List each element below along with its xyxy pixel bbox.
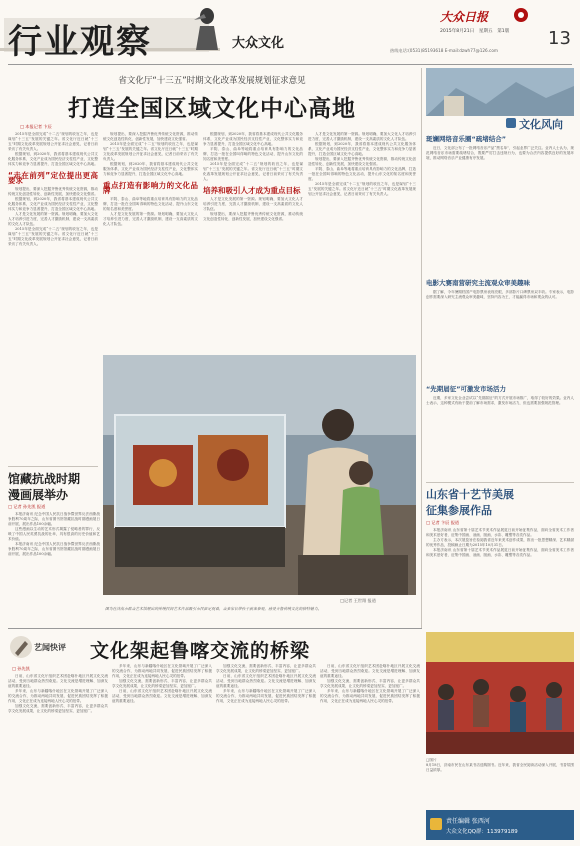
museum-headline-1: 馆藏抗战时期 xyxy=(8,472,81,486)
lead-paragraph: 根据规划，到2020年，我省将基本建成现代公共文化服务体系，文化产业成为国民经济支柱性产业，文化整体实力和竞争力显著提升，打造全国区域文化中心高地。 xyxy=(8,197,98,211)
lead-paragraph: 根据规划，到2020年，我省将基本建成现代公共文化服务体系，文化产业成为国民经济支柱性产业，文化整体实力和竞争力显著提升，打造全国区域文化中心高地。 xyxy=(203,132,303,146)
bottom-paragraph: 加强文化交流，需要创新形式、丰富内容，让更多群众共享文化发展成果，让文化的桥梁更加坚实、更加宽广。 xyxy=(8,704,108,713)
bottom-paragraph: 多年来，山东与新疆喀什地区在文化领域开展了广泛深入的交流合作，为推动两地共同发展、促进民族团结发挥了积极作用，文化正在成为连接两地人民心灵的纽带。 xyxy=(112,664,212,678)
section-title: 行业观察 xyxy=(8,22,152,62)
museum-story xyxy=(8,470,100,620)
festival-body xyxy=(426,528,574,628)
photo-caption: 图为在济南市群众艺术馆展出的传统民间艺术作品吸引市民驻足观看，众多家长带孩子前来参观，感受齐鲁传统文化的独特魅力。 xyxy=(105,606,322,611)
sidebar-item-body: 近日，文化部公布了一批网络音乐产品“黑名单”，引起业界广泛关注。业内人士认为，规范网络音乐市场需要疏堵结合，既要严厉打击违规行为，也要为合法内容提供良好的发展环境，推动网络音乐产业健康有序发展。 xyxy=(426,146,574,160)
sidebar-column-icon xyxy=(506,118,516,128)
exhibition-photo xyxy=(103,355,416,595)
lead-paragraph: 规划提出，要深入挖掘齐鲁优秀传统文化资源，推动传统文化创造性转化、创新性发展，加快建设文化强省。 xyxy=(103,132,198,141)
bookstore-photo xyxy=(426,632,574,754)
footer-contact: 大众文化QQ群：113979189 xyxy=(446,829,518,835)
photo-credit: □记者 王世翔 报道 xyxy=(340,598,376,603)
lead-paragraph: 根据规划，到2020年，我省将基本建成现代公共文化服务体系，文化产业成为国民经济支柱性产业，文化整体实力和竞争力显著提升，打造全国区域文化中心高地。 xyxy=(103,162,198,176)
bottom-paragraph: 加强文化交流，需要创新形式、丰富内容，让更多群众共享文化发展成果，让文化的桥梁更加坚实、更加宽广。 xyxy=(320,679,420,688)
lead-subhead-3: 培养和吸引人才成为重点目标 xyxy=(203,186,301,195)
footer-badge-icon xyxy=(430,818,442,830)
sidebar-divider xyxy=(421,68,422,628)
bottom-paragraph: 多年来，山东与新疆喀什地区在文化领域开展了广泛深入的交流合作，为推动两地共同发展、促进民族团结发挥了积极作用，文化正在成为连接两地人民心灵的纽带。 xyxy=(320,689,420,703)
lead-paragraph: 人才是文化发展的第一资源。规划明确，要加大文化人才培养引进力度，完善人才激励机制，建设一支高素质的文化人才队伍。 xyxy=(203,197,303,211)
bottom-paragraph: 日前，山东省文化厅组织艺术团赴喀什地区开展文化交流活动，受到当地群众热烈欢迎。文化交流是增进理解、加深友谊的重要途径。 xyxy=(216,674,316,688)
lead-paragraph: 规划提出，要深入挖掘齐鲁优秀传统文化资源，推动传统文化创造性转化、创新性发展，加快建设文化强省。 xyxy=(308,157,416,166)
sidebar-item-title: 电影大赛南营研究主流观众审美趣味 xyxy=(426,279,530,287)
lead-paragraph: 2015年是全面完成“十二五”规划的收官之年，也是谋划“十三五”发展的关键之年。省文化厅近日就“十三五”时期文化改革发展规划公开征求社会意见，记者日前采访了有关负责人。 xyxy=(8,227,98,246)
sidebar-item-title: “先期届征”可激发市场活力 xyxy=(426,385,507,393)
festival-headline-1: 山东省十艺节美展 xyxy=(426,488,514,501)
lead-paragraph: 2015年是全面完成“十二五”规划的收官之年，也是谋划“十三五”发展的关键之年。省文化厅近日就“十三五”时期文化改革发展规划公开征求社会意见，记者日前采访了有关负责人。 xyxy=(203,162,303,181)
sidebar-item-body: 据了解，今年暑期档国产电影票房表现亮眼，多部影片口碑票房双丰收。专家表示，电影创作需要深入研究主流观众审美趣味，坚持内容为王，才能赢得市场和观众的认可。 xyxy=(426,290,574,299)
lead-paragraph: 规划提出，要深入挖掘齐鲁优秀传统文化资源，推动传统文化创造性转化、创新性发展，加快建设文化强省。 xyxy=(203,212,303,221)
pen-column-icon xyxy=(8,634,34,660)
date-line: 2015年8月21日 星期五 第1版 xyxy=(440,29,510,34)
lead-paragraph: 人才是文化发展的第一资源。规划明确，要加大文化人才培养引进力度，完善人才激励机制，建设一支高素质的文化人才队伍。 xyxy=(308,132,416,141)
sidebar-item-title: 斑斓网络音乐圈“疏堵结合” xyxy=(426,135,507,143)
mascot-figure-icon xyxy=(192,6,222,50)
masthead xyxy=(0,0,580,64)
sidebar-item-3 xyxy=(426,384,574,474)
lead-byline: □ 本报记者 卞辰 xyxy=(20,124,52,129)
sidebar-item-1 xyxy=(426,134,574,274)
lead-col-3 xyxy=(203,132,303,354)
museum-paragraph: 本报济南讯 纪念中国人民抗日战争暨世界反法西斯战争胜利70周年之际，山东省图书馆馆藏抗战时期漫画展日前开展，展出作品100余幅。 xyxy=(8,512,100,526)
bottom-paragraph: 多年来，山东与新疆喀什地区在文化领域开展了广泛深入的交流合作，为推动两地共同发展、促进民族团结发挥了积极作用，文化正在成为连接两地人民心灵的纽带。 xyxy=(216,689,316,703)
lead-paragraph: 平阴、泰山、曲阜等地将重点培育具有影响力的文化品牌，打造一批在全国叫得响的特色文化活动，提升山东文化的知名度和美誉度。 xyxy=(103,197,198,211)
sidebar xyxy=(426,68,574,628)
bottom-byline: □ 孙先凯 xyxy=(12,666,30,671)
lead-col-2 xyxy=(103,132,198,354)
bottom-paragraph: 日前，山东省文化厅组织艺术团赴喀什地区开展文化交流活动，受到当地群众热烈欢迎。文化交流是增进理解、加深友谊的重要途径。 xyxy=(320,664,420,678)
festival-paragraph: 主办方表示，本次展览旨在检阅我省近年来美术创作成果，推出一批思想精深、艺术精湛的优秀作品，投稿截止日期为2015年10月31日。 xyxy=(426,538,574,547)
lead-paragraph: 根据规划，到2020年，我省将基本建成现代公共文化服务体系，文化产业成为国民经济支柱性产业，文化整体实力和竞争力显著提升，打造全国区域文化中心高地。 xyxy=(308,142,416,156)
lead-paragraph: 平阴、泰山、曲阜等地将重点培育具有影响力的文化品牌，打造一批在全国叫得响的特色文化活动，提升山东文化的知名度和美誉度。 xyxy=(308,167,416,181)
lead-paragraph: 人才是文化发展的第一资源。规划明确，要加大文化人才培养引进力度，完善人才激励机制，建设一支高素质的文化人才队伍。 xyxy=(103,212,198,226)
museum-headline-2: 漫画展举办 xyxy=(8,488,69,502)
festival-byline: □ 记者 卞辰 报道 xyxy=(426,520,460,525)
bottom-rule xyxy=(8,628,422,629)
bottom-paragraph: 日前，山东省文化厅组织艺术团赴喀什地区开展文化交流活动，受到当地群众热烈欢迎。文化交流是增进理解、加深友谊的重要途径。 xyxy=(8,674,108,688)
paper-name-logo: 大众日报 xyxy=(440,10,489,24)
lead-paragraph: 人才是文化发展的第一资源。规划明确，要加大文化人才培养引进力度，完善人才激励机制，建设一支高素质的文化人才队伍。 xyxy=(8,212,98,226)
bookstore-caption: □图片 8月18日，济南市民在山东某书店选购图书。近年来，我省全民阅读活动深入开展，书香氛围日益浓厚。 xyxy=(426,758,574,772)
footer-box xyxy=(426,810,574,840)
lead-paragraph: 平阴、泰山、曲阜等地将重点培育具有影响力的文化品牌，打造一批在全国叫得响的特色文化活动，提升山东文化的知名度和美誉度。 xyxy=(203,147,303,161)
bottom-headline: 文化架起鲁喀交流的桥梁 xyxy=(90,640,311,662)
lead-headline: 打造全国区域文化中心高地 xyxy=(68,96,356,122)
lead-paragraph: 2015年是全面完成“十二五”规划的收官之年，也是谋划“十三五”发展的关键之年。省文化厅近日就“十三五”时期文化改革发展规划公开征求社会意见，记者日前采访了有关负责人。 xyxy=(8,132,98,151)
bottom-col-2 xyxy=(112,664,212,840)
lead-col-1 xyxy=(8,132,98,462)
sidebar-banner-image xyxy=(426,68,574,116)
museum-byline: □ 记者 孙先凯 报道 xyxy=(8,504,46,509)
bottom-column-label-box xyxy=(8,634,80,660)
museum-paragraph: 本报济南讯 纪念中国人民抗日战争暨世界反法西斯战争胜利70周年之际，山东省图书馆馆藏抗战时期漫画展日前开展，展出作品100余幅。 xyxy=(8,542,100,556)
lead-col-4 xyxy=(308,132,416,354)
festival-paragraph: 本报济南讯 山东省第十届艺术节美术作品展览日前开始征集作品，面向全省美术工作者和美术爱好者，征集中国画、油画、版画、水彩、雕塑等各类作品。 xyxy=(426,548,574,557)
bottom-column-label: 艺闻快评 xyxy=(34,643,66,652)
section-subtitle: 大众文化 xyxy=(232,36,285,51)
bottom-paragraph: 加强文化交流，需要创新形式、丰富内容，让更多群众共享文化发展成果，让文化的桥梁更加坚实、更加宽广。 xyxy=(112,679,212,688)
masthead-rule xyxy=(8,64,572,65)
edit-line: 热线电话:(0531)85193618 E-mail:dzwh77@126.com xyxy=(390,48,498,53)
lead-kicker: 省文化厅“十三五”时期文化改革发展规划征求意见 xyxy=(118,76,306,86)
sidebar-column-title: 文化风向 xyxy=(519,118,563,131)
lead-subhead-2: 重点打造有影响力的文化品牌 xyxy=(103,181,198,195)
bottom-paragraph: 多年来，山东与新疆喀什地区在文化领域开展了广泛深入的交流合作，为推动两地共同发展、促进民族团结发挥了积极作用，文化正在成为连接两地人民心灵的纽带。 xyxy=(8,689,108,703)
festival-divider xyxy=(426,482,574,483)
festival-headline-2: 征集参展作品 xyxy=(426,504,492,517)
sidebar-item-2 xyxy=(426,278,574,378)
bottom-col-1 xyxy=(8,674,108,840)
lead-paragraph: 2015年是全面完成“十二五”规划的收官之年，也是谋划“十三五”发展的关键之年。省文化厅近日就“十三五”时期文化改革发展规划公开征求社会意见，记者日前采访了有关负责人。 xyxy=(308,182,416,196)
bottom-paragraph: 日前，山东省文化厅组织艺术团赴喀什地区开展文化交流活动，受到当地群众热烈欢迎。文化交流是增进理解、加深友谊的重要途径。 xyxy=(112,689,212,703)
footer-editor: 责任编辑 张西河 xyxy=(446,818,490,825)
sidebar-item-body: 近期，多家文化企业尝试以“先期届征”的方式开展市场推广，取得了较好的效果。业内人士表示，这种模式有助于提前了解市场需求，激发市场活力，但也需要加强规范管理。 xyxy=(426,396,574,405)
paper-logo-icon xyxy=(513,7,529,23)
museum-paragraph: 这些漫画以生动的艺术形式揭露了侵略者的罪行，反映了中国人民英勇抗战的壮举，具有很高的历史价值和艺术价值。 xyxy=(8,527,100,541)
lead-paragraph: 2015年是全面完成“十二五”规划的收官之年，也是谋划“十三五”发展的关键之年。省文化厅近日就“十三五”时期文化改革发展规划公开征求社会意见，记者日前采访了有关负责人。 xyxy=(103,142,198,161)
lead-paragraph: 根据规划，到2020年，我省将基本建成现代公共文化服务体系，文化产业成为国民经济支柱性产业，文化整体实力和竞争力显著提升，打造全国区域文化中心高地。 xyxy=(8,152,98,166)
lead-subhead-1: “走在前列”定位提出更高要求 xyxy=(8,171,98,185)
lead-paragraph: 规划提出，要深入挖掘齐鲁优秀传统文化资源，推动传统文化创造性转化、创新性发展，加快建设文化强省。 xyxy=(8,187,98,196)
festival-paragraph: 本报济南讯 山东省第十届艺术节美术作品展览日前开始征集作品，面向全省美术工作者和美术爱好者，征集中国画、油画、版画、水彩、雕塑等各类作品。 xyxy=(426,528,574,537)
page-number: 13 xyxy=(548,28,571,49)
museum-divider xyxy=(8,466,98,467)
museum-body xyxy=(8,512,100,620)
bottom-col-4 xyxy=(320,664,420,840)
bottom-col-3 xyxy=(216,664,316,840)
bottom-paragraph: 加强文化交流，需要创新形式、丰富内容，让更多群众共享文化发展成果，让文化的桥梁更加坚实、更加宽广。 xyxy=(216,664,316,673)
